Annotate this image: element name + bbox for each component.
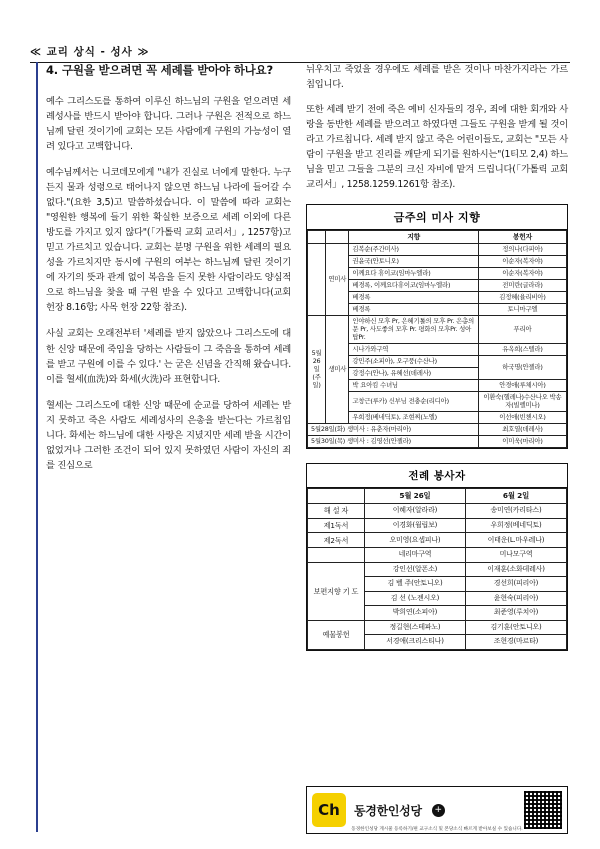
right-column [306,62,568,651]
mass-note-2-donor: 이미욱(마리아) [478,435,566,447]
table-row [308,620,567,634]
right-text-block [306,62,568,192]
mass-table-title: 금주의 미사 지향 [307,205,567,230]
service-th-date2: 6월 2일 [465,488,566,503]
mass-donor: 안경애(루체시아) [478,379,566,391]
service-cell: 강인선(알폰소) [364,562,465,576]
service-th-role [308,488,365,503]
mass-note-2-text: 생미사 : 김영선(안젤라) [346,437,411,446]
service-role: 보편지향 기 도 [308,562,365,620]
mass-intent: 김복순(주간미사) [349,243,479,255]
mass-th-daycol [308,231,326,243]
service-cell: 서경애(크리스티나) [364,635,465,649]
mass-group1-daylabel [308,243,326,315]
question-title [46,62,291,80]
question-number: 4. [46,63,58,77]
header-rule [30,40,570,63]
service-cell: 우희정(베네딕토) [465,518,566,533]
mass-note-2-label: 5월30일(목) [311,437,346,446]
service-th-date1: 5월 26일 [364,488,465,503]
mass-donor: 푸리아 [478,315,566,343]
table-row-note [308,435,567,447]
left-paragraph-4: 혈세는 그리스도에 대한 신앙 때문에 순교를 당하여 세례는 받지 못하고 죽은 사람도 세례성사의 은총을 받는다는 가르침입니다. 화세는 하느님에 대한 사랑은 지녔지만 세례 받을 시간이 없었거나 그러한 조건이 되어 있지 못하였던 사람이 자신의 죄를 진심으로 [46,399,291,471]
banner-subcaption: 동경한인성당 게시물 등록하기/편 교구소식 및 본당소식 빠르게 받아보실 수 있습니다. [351,827,523,832]
mass-grid [307,230,567,447]
mass-donor: 정의나(다피아) [478,243,566,255]
parish-name: 동경한인성당 [354,803,422,818]
service-cell: 최준영(루치아) [465,606,566,620]
mass-intent: 박 요아킴 수녀님 [349,379,479,391]
left-paragraph-2: 예수님께서는 니코데모에게 "내가 진실로 너에게 말한다. 누구든지 물과 성령으로 태어나지 않으면 하느님 나라에 들어갈 수 없다."(요한 3,5)고 말씀하셨습니다. 이 말씀에 따라 교회는 "영원한 행복에 들기 위한 확실한 보증으로 세례 이외에 다른 방도를 가지고 있지 않다"(「가톨릭 교회 교리서」, 1257항)고 믿고 가르치고 있습니다. 교회는 분명 구원을 위한 세례의 필요성을 가르치지만 동시에 구원의 여부는 하느님께 달린 것이기에 자기의 뜻과 관계 없이 복음을 듣지 못한 사람이라도 양심적으로 하느님을 찾을 때 구원 받을 수 있다고 고백합니다(교회 헌장 8.16항; 사목 헌장 22항 참조). [46,167,291,314]
mass-donor: 이선애(빈첸시오) [478,411,566,423]
mass-intent: 베경록 [349,291,479,303]
mass-donor: 하국명(안젤라) [478,355,566,379]
mass-donor: 김정혜(율리비아) [478,291,566,303]
service-cell: 미나모구역 [465,548,566,563]
service-table-title: 전례 봉사자 [307,464,567,488]
table-row [308,315,567,343]
service-cell: 이태운(L.마우레나) [465,533,566,548]
liturgy-servers-table [306,463,568,651]
table-row [308,243,567,255]
mass-note-2 [308,435,479,447]
service-role: 해 설 자 [308,503,365,518]
table-row-note [308,423,567,435]
mass-intent: 이께요다 휴이코(임마누엘라) [349,267,479,279]
mass-donor: 이순자(복자야) [478,255,566,267]
mass-donor: 전미란(글라라) [478,279,566,291]
mass-intent: 베경록, 이께요다휴이코(임마누엘라) [349,279,479,291]
left-paragraph-1: 예수 그리스도를 통하여 이루신 하느님의 구원을 얻으려면 세례성사를 반드시 받아야 합니다. 그러나 구원은 전적으로 하느님께 달린 것이기에 교회는 모든 사람에게 구원의 가능성이 열려 있다고 고백합니다. [46,95,291,152]
service-cell: 조현경(마르타) [465,635,566,649]
mass-donor: 유옥희(스텔라) [478,343,566,355]
service-cell: 김 벨 주(안토니오) [364,577,465,591]
service-cell: 이혜자(알라라) [364,503,465,518]
mass-intent: 베경록 [349,303,479,315]
table-header-row [308,231,567,243]
service-role: ㅤ [308,548,365,563]
service-cell: 정길현(스테파노) [364,620,465,634]
kakao-channel-icon: Ch [312,793,346,827]
mass-intent: 강정수(안나), 유혜선(데레사) [349,367,479,379]
table-row [308,562,567,576]
question-text: 구원을 받으려면 꼭 세례를 받아야 하나요? [61,63,273,77]
right-paragraph-1: 뉘우치고 죽었을 경우에도 세례를 받은 것이나 마찬가지라는 가르침입니다. [306,64,568,91]
page-header [30,40,570,63]
table-header-row [308,488,567,503]
mass-donor: 토니마구엘 [478,303,566,315]
mass-intent: 권윤국(안토니오) [349,255,479,267]
mass-note-1-donor: 최호열(데레사) [478,423,566,435]
table-row [308,533,567,548]
service-role: 예물봉헌 [308,620,365,649]
mass-note-1-label: 5월28일(화) [311,425,346,434]
mass-th-donor: 봉헌자 [478,231,566,243]
mass-intent: 시나가와구역 [349,343,479,355]
service-grid [307,488,567,650]
mass-intent: 우희정(베네딕토), 조현찌(노엘) [349,411,479,423]
service-cell: 윤현숙(피리아) [465,591,566,605]
mass-group1-type: 연미사 [326,243,349,315]
service-role: 제1독서 [308,518,365,533]
service-role: 제2독서 [308,533,365,548]
mass-intent: 강민주(소피아), 오구풍(수산나) [349,355,479,367]
mass-donor: 이환숙(헬레나)수산나오 박송자(빌렐미나) [478,391,566,411]
mass-group2-type: 생미사 [326,315,349,423]
left-paragraph-3: 사실 교회는 오래전부터 '세례를 받지 않았으나 그리스도에 대한 신앙 때문에 죽임을 당하는 사람들이 그 죽음을 통하여 세례를 받고 구원에 이를 수 있다.' 는 굳은 신념을 간직해 왔습니다. 이를 혈세(血洗)와 화세(火洗)라 표현합니다. [46,328,291,385]
add-channel-icon[interactable]: + [432,804,445,817]
qr-code-icon[interactable] [524,791,562,829]
service-cell: 김기훈(안토니오) [465,620,566,634]
service-cell: 이재훈(소화데레사) [465,562,566,576]
left-column [36,62,291,832]
mass-note-1-text: 생미사 : 유춘자(마리아) [346,425,411,434]
table-row [308,518,567,533]
service-cell: 이경화(월립보) [364,518,465,533]
service-cell: 박희연(소피아) [364,606,465,620]
mass-intent: 인야하신 모후 Pr, 은혜기톨의 모후 Pr. 은총의 문 Pr, 사도좋의 모후 Pr. 평화의 모후Pr. 성아탑Pr. [349,315,479,343]
mass-th-intent: 지향 [349,231,479,243]
mass-donor: 이순자(복자야) [478,267,566,279]
header-title: ≪ 교리 상식 - 성사 ≫ [30,46,150,58]
service-cell: 경선희(피리아) [465,577,566,591]
mass-note-1 [308,423,479,435]
table-row [308,548,567,563]
mass-group2-daylabel: 5월 26일 (주일) [308,315,326,423]
mass-th-typecol [326,231,349,243]
parish-channel-banner[interactable] [306,786,568,834]
right-paragraph-2: 또한 세례 받기 전에 죽은 예비 신자들의 경우, 죄에 대한 회개와 사랑을 동반한 세례를 받으려고 하였다면 그들도 구원을 받게 될 것이라고 가르칩니다. 세례 받지 않고 죽은 어린이들도, 교회는 "모든 사람이 구원을 받고 진리를 깨닫게 되기를 원하시는"(1티모 2,4) 하느님을 믿고 그들을 그분의 크신 자비에 맡겨 드립니다(「가톨릭 교회 교리서」, 1258.1259.1261항 참조). [306,104,568,191]
service-cell: 오미영(요셉피나) [364,533,465,548]
service-cell: 송미연(카리타스) [465,503,566,518]
mass-intent: 고창근(루카) 신부님 전충순(리디아) [349,391,479,411]
service-cell: 김 선 (노젠시오) [364,591,465,605]
service-cell: 네리마구역 [364,548,465,563]
mass-intentions-table [306,204,568,448]
table-row [308,503,567,518]
